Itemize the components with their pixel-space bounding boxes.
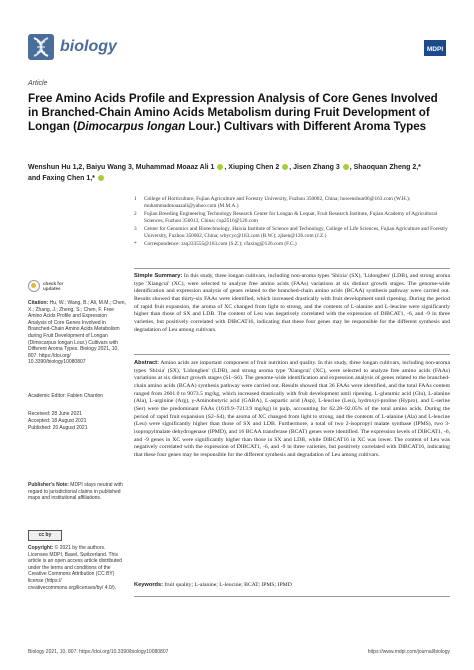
- publisher-note: Publisher's Note: MDPI stays neutral with regard to jurisdictional claims in published maps and institutional affiliations.: [28, 482, 123, 502]
- copyright: cc by Copyright: © 2021 by the authors. Licensee MDPI, Basel, Switzerland. This article is an open access article distributed under the terms and conditions of the Creative Commons Attribution (CC BY) license (https:// creativecommons.org/licenses/by/ 4.0/).: [28, 530, 126, 591]
- correspondence: * Correspondence: zsq333555@163.com (S.Z.); cfaxing@126.com (F.C.): [134, 241, 297, 248]
- footer-journal-url[interactable]: https://www.mdpi.com/journal/biology: [367, 649, 450, 655]
- date-published: Published: 20 August 2021: [28, 425, 88, 432]
- author-6: , Shaoquan Zheng 2,*: [349, 164, 421, 171]
- orcid-icon[interactable]: [217, 164, 223, 170]
- title-species: Dimocarpus longan: [76, 119, 186, 133]
- divider: [134, 596, 450, 597]
- publisher-logo-text: MDPI: [426, 46, 444, 53]
- orcid-icon[interactable]: [98, 175, 104, 181]
- abstract: Abstract: Amino acids are important component of fruit nutrition and quality. In this study, three longan cultivars, including non-aroma types 'Shixia' (SX), 'Lidongben' (LDB), and strong aroma type 'Xiangcui' (XC), were selected to analyze free amino acids (FAAs) variations at six distinct growth stages (S1–S6). The genome-wide identification and expression analysis of genes related to the branched-chain amino acids (BCAA) synthesis pathway were carried out. Results showed that 36 FAAs were identified, and the total FAAs content ranged from 2601.0 to 9073.5 mg/kg, which increased drastically with fruit development until ripening. L-glutamic acid (Glu), L-alanine (Ala), L-arginine (Arg), γ-Aminobutyric acid (GABA), L-aspartic acid (Asp), L-leucine (Leu), hydroxyl-proline (Hypro), and L-serine (Ser) were the predominant FAAs (1619.9–7213.9 mg/kg) in pulp, accounting for 62.28–92.05% of the total amino acids. During the period of rapid fruit expansion (S2–S4), the aroma of XC changed from light to strong, and the contents of L-alanine (Ala) and L-leucine (Leu) were significantly higher than those of SX and LDB. Furthermore, a total of two 2-isopropyl malate synthase (IPMS), two 3-isopropylmalate dehydrogenase (IPMD), and 16 BCAA transferase (BCAT) genes were identified. The expression levels of DlBCAT1, -6, and -9 genes in XC were significantly higher than those in SX and LDB, while DlBCAT16 in XC was lower. The content of Leu was negatively correlated with the expression of DlBCAT1, -6, and -9 in three varieties, but positively correlated with DlBCAT16, indicating that these four genes may be responsible for the different synthesis and degradation of Leu among cultivars.: [134, 360, 450, 458]
- article-title: [28, 92, 448, 133]
- author-list: [28, 162, 448, 184]
- cc-license-icon[interactable]: cc by: [28, 530, 62, 541]
- dna-logo-icon: [28, 34, 54, 60]
- mdpi-logo: [424, 40, 446, 56]
- check-for-updates-button[interactable]: check for updates: [28, 280, 126, 292]
- article-type: Article: [28, 80, 48, 87]
- updates-icon: [28, 280, 40, 292]
- affiliation-3: 3 Center for Genomics and Biotechnology, Haixia Institute of Science and Technology, College of Life Sciences, Fujian Agriculture and Forestry University, Fuzhou 350002, China; wbycyc@163.com (B.W.); zjisen@126.com (J.Z.): [134, 225, 448, 240]
- simple-summary: Simple Summary: In this study, three longan cultivars, including non-aroma types 'Shixia' (SX), 'Lidongben' (LDB), and strong aroma type 'Xiangcui' (XC), were selected to analyze free amino acids (FAAs) variations at six distinct growth stages. The genome-wide identification and expression analysis of genes related to the branched-chain amino acids (BCAA) synthesis pathway were carried out. Results showed that thirty-six FAAs were identified, which increased drastically with fruit development until ripening. During the period of rapid fruit expansion, the aroma of XC changed from light to strong, and the contents of L-alanine and L-leucine were significantly higher than those of SX and LDB. The content of Leu was negatively correlated with the expression of DlBCAT1, -6, and -9 in three varieties, but positively correlated with DlBCAT16, indicating that these four genes may be responsible for the different synthesis and degradation of Leu among cultivars.: [134, 273, 450, 333]
- authors-line2: and Faxing Chen 1,*: [28, 175, 95, 182]
- orcid-icon[interactable]: [343, 164, 349, 170]
- author-5: , Jisen Zhang 3: [289, 164, 340, 171]
- citation: Citation: Hu, W.; Wang, B.; Ali, M.M.; Chen, X.; Zhang, J.; Zheng, S.; Chen, F. Free Amino Acids Profile and Expression Analysis of Core Genes Involved in Branched-Chain Amino Acids Metabolism during Fruit Development of Longan (Dimocarpus longan Lour.) Cultivars with Different Aroma Types. Biology 2021, 10, 807. https://doi.org/ 10.3390/biology10080807: [28, 300, 126, 366]
- page-footer: [28, 649, 450, 655]
- affiliation-2: 2 Fujian Breeding Engineering Technology Research Center for Longan & Loquat, Fruit Research Institute, Fujian Academy of Agricultural Sciences, Fuzhou 350013, China; cxp2516@126.com: [134, 210, 438, 225]
- authors-line1: Wenshun Hu 1,2, Baiyu Wang 3, Muhammad Moaaz Ali 1: [28, 164, 215, 171]
- title-part2: Lour.) Cultivars with Different Aroma Types: [185, 119, 427, 133]
- academic-editor: Academic Editor: Fabien Chardon: [28, 393, 104, 399]
- date-accepted: Accepted: 18 August 2021: [28, 418, 87, 425]
- author-4: , Xiuping Chen 2: [224, 164, 280, 171]
- orcid-icon[interactable]: [282, 164, 288, 170]
- journal-name: biology: [60, 38, 117, 55]
- article-dates: [28, 411, 126, 432]
- divider: [134, 268, 450, 269]
- journal-logo: [28, 34, 117, 60]
- footer-citation[interactable]: Biology 2021, 10, 807. https://doi.org/10.3390/biology10080807: [28, 649, 169, 655]
- affiliations: [134, 196, 450, 249]
- title-part1: Free Amino Acids Profile and Expression Analysis of Core Genes Involved in Branched-Chain Amino Acids Metabolism during Fruit Development of Longan (: [28, 92, 438, 133]
- keywords: Keywords: fruit quality; L-alanine; L-leucine; BCAT; IPMS; IPMD: [134, 582, 292, 588]
- affiliation-1: 1 College of Horticulture, Fujian Agriculture and Forestry University, Fuzhou 350002, China; huwenshun06@163.com (W.H.); muhammadmoaazali@yahoo.com (M.M.A.): [134, 196, 411, 210]
- date-received: Received: 28 June 2021: [28, 411, 82, 417]
- divider: [134, 354, 450, 355]
